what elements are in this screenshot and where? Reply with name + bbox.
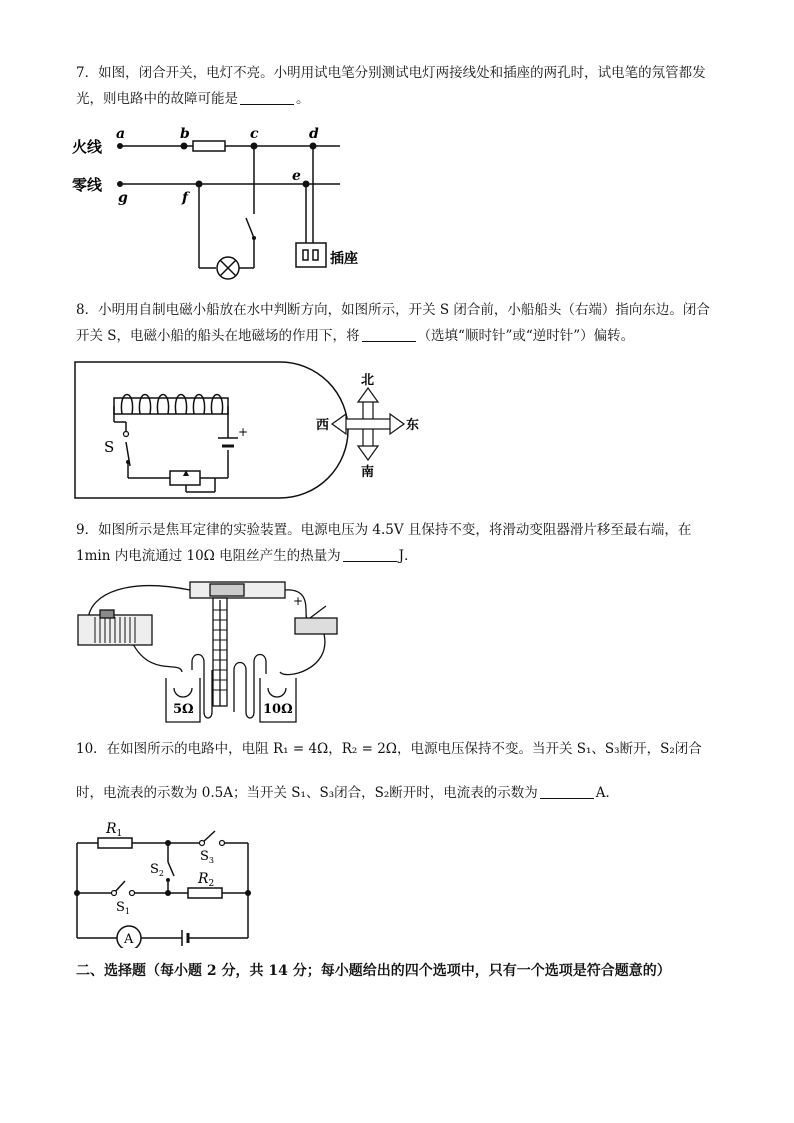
compass-north-label: 北 <box>361 373 375 388</box>
point-c-label: c <box>250 126 259 142</box>
figure-q9-joule-apparatus <box>70 570 360 725</box>
r2-label: R <box>198 871 209 887</box>
answer-blank-8[interactable] <box>362 327 416 342</box>
svg-text:S1: $S_1$ <box>116 900 130 916</box>
live-wire-label: 火线 <box>72 138 103 156</box>
resistor-10-ohm-label: 10Ω <box>263 702 293 717</box>
socket-label: 插座 <box>330 251 358 267</box>
ammeter-label: A <box>124 932 134 947</box>
switch-s-label: S <box>104 438 115 456</box>
question-7: 7．如图，闭合开关，电灯不亮。小明用试电笔分别测试电灯两接线处和插座的两孔时，试电笔的氖管都发光，则电路中的故障可能是 。 <box>76 65 706 107</box>
s1-label: S <box>116 900 125 915</box>
answer-blank-9[interactable] <box>343 547 397 562</box>
power-plus-label: + <box>293 594 304 608</box>
compass-east-label: 东 <box>406 418 420 433</box>
point-a-label: a <box>116 126 126 142</box>
point-e-label: e <box>292 168 301 184</box>
compass-south-label: 南 <box>361 465 375 480</box>
question-9-text: 9．如图所示是焦耳定律的实验装置。电源电压为 4.5V 且保持不变，将滑动变阻器滑片移至最右端，在 1min 内电流通过 10Ω 电阻丝产生的热量为 <box>76 522 692 564</box>
question-10-line2: 时，电流表的示数为 0.5A；当开关 S₁、S₃闭合，S₂断开时，电流表的示数为 <box>76 785 538 801</box>
neutral-wire-label: 零线 <box>72 176 103 194</box>
figure-q7-household-circuit <box>60 118 390 283</box>
section-2-heading: 二、选择题（每小题 2 分，共 14 分；每小题给出的四个选项中，只有一个选项是符合题意的） <box>76 963 671 979</box>
compass-west-label: 西 <box>316 418 330 433</box>
question-10: 10．在如图所示的电路中，电阻 R₁ = 4Ω，R₂ = 2Ω，电源电压保持不变。当开关 S₁、S₃断开，S₂闭合 时，电流表的示数为 0.5A；当开关 S₁、S₃闭合，S₂断开时，电流表的示数为 A． <box>76 736 736 806</box>
question-8: 8．小明用自制电磁小船放在水中判断方向，如图所示，开关 S 闭合前，小船船头（右端）指向东边。闭合开关 S，电磁小船的船头在地磁场的作用下，将 （选填“顺时针”或“逆时针”）偏转。 <box>76 302 710 344</box>
svg-text:S3: $S_3$ <box>200 849 214 865</box>
svg-text:R1: $R_1$ <box>106 821 123 839</box>
answer-blank-7[interactable] <box>240 90 294 105</box>
point-b-label: b <box>180 126 190 142</box>
battery-plus-label: + <box>238 425 249 439</box>
point-d-label: d <box>309 126 319 142</box>
point-g-label: g <box>118 190 128 206</box>
resistor-5-ohm-label: 5Ω <box>173 702 194 717</box>
point-f-label: f <box>182 190 189 206</box>
svg-text:S2: $S_2$ <box>150 862 164 878</box>
s3-label: S <box>200 849 209 864</box>
question-10-line1: 10．在如图所示的电路中，电阻 R₁ = 4Ω，R₂ = 2Ω，电源电压保持不变。当开关 S₁、S₃断开，S₂闭合 <box>76 741 702 757</box>
svg-text:R2: $R_2$ <box>198 871 215 889</box>
question-8-text: 8．小明用自制电磁小船放在水中判断方向，如图所示，开关 S 闭合前，小船船头（右端）指向东边。闭合开关 S，电磁小船的船头在地磁场的作用下，将 <box>76 302 710 344</box>
question-7-text: 7．如图，闭合开关，电灯不亮。小明用试电笔分别测试电灯两接线处和插座的两孔时，试电笔的氖管都发光，则电路中的故障可能是 <box>76 65 706 107</box>
question-9: 9．如图所示是焦耳定律的实验装置。电源电压为 4.5V 且保持不变，将滑动变阻器滑片移至最右端，在 1min 内电流通过 10Ω 电阻丝产生的热量为 J． <box>76 522 692 564</box>
s2-label: S <box>150 862 159 877</box>
figure-q10-circuit <box>70 818 270 948</box>
figure-q8-electromagnetic-boat <box>70 358 440 508</box>
r1-label: R <box>106 821 117 837</box>
answer-blank-10[interactable] <box>540 784 594 799</box>
